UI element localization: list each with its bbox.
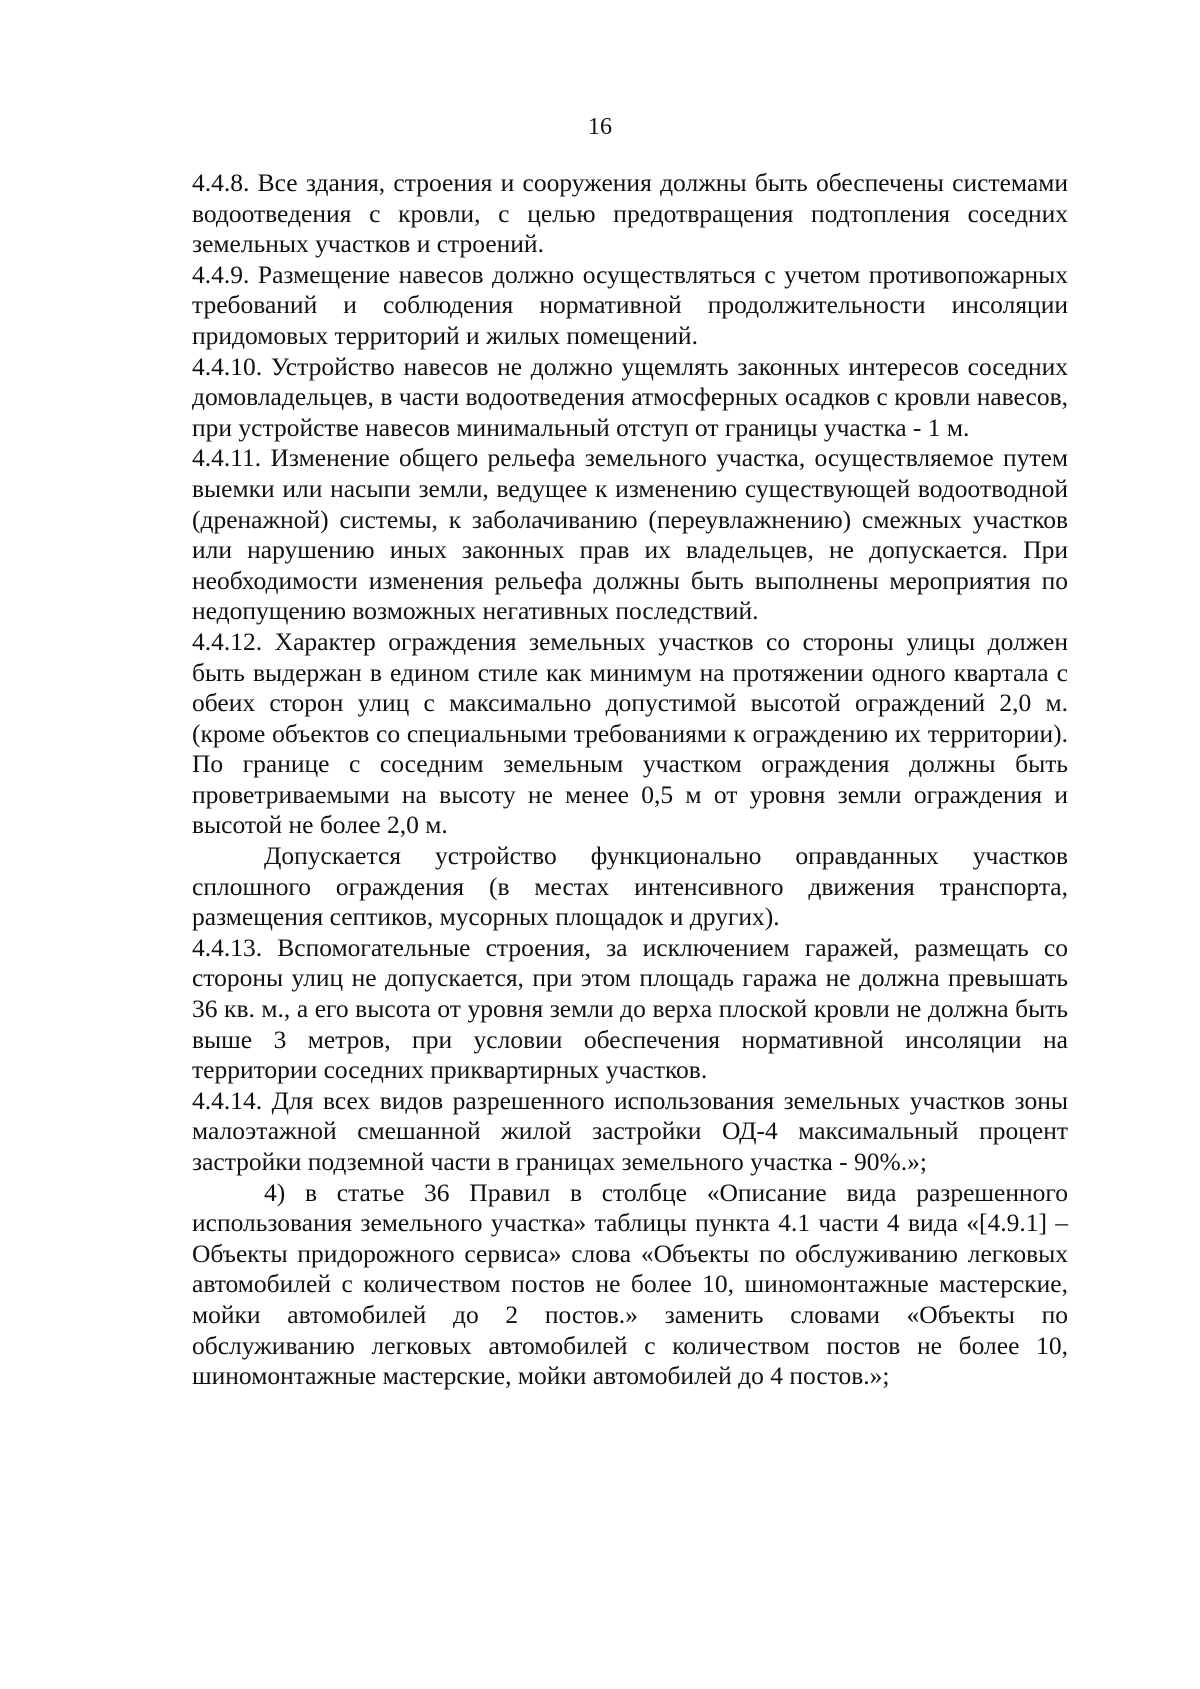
page-number: 16 [588,114,612,140]
paragraph-4-4-11: 4.4.11. Изменение общего рельефа земельного участка, осуществляемое путем выемки или насыпи земли, ведущее к изменению существующей водоотводной (дренажной) системы, к заболачиванию (переувлажнению) смежных участков или нарушению иных законных прав их владельцев, не допускается. При необходимости изменения рельефа должны быть выполнены мероприятия по недопущению возможных негативных последствий. [192,443,1068,626]
document-body [192,168,1068,1392]
paragraph-4-4-9: 4.4.9. Размещение навесов должно осуществляться с учетом противопожарных требований и соблюдения нормативной продолжительности инсоляции придомовых территорий и жилых помещений. [192,259,1068,350]
paragraph-fencing-allowance: Допускается устройство функционально оправданных участков сплошного ограждения (в местах интенсивного движения транспорта, размещения септиков, мусорных площадок и других). [192,841,1068,932]
paragraph-4-4-13: 4.4.13. Вспомогательные строения, за исключением гаражей, размещать со стороны улиц не допускается, при этом площадь гаража не должна превышать 36 кв. м., а его высота от уровня земли до верха плоской кровли не должна быть выше 3 метров, при условии обеспечения нормативной инсоляции на территории соседних приквартирных участков. [192,932,1068,1085]
paragraph-4-4-10: 4.4.10. Устройство навесов не должно ущемлять законных интересов соседних домовладельцев, в части водоотведения атмосферных осадков с кровли навесов, при устройстве навесов минимальный отступ от границы участка - 1 м. [192,351,1068,442]
paragraph-4-4-14: 4.4.14. Для всех видов разрешенного использования земельных участков зоны малоэтажной смешанной жилой застройки ОД-4 максимальный процент застройки подземной части в границах земельного участка - 90%.»; [192,1085,1068,1176]
paragraph-4-4-12: 4.4.12. Характер ограждения земельных участков со стороны улицы должен быть выдержан в едином стиле как минимум на протяжении одного квартала с обеих сторон улиц с максимально допустимой высотой ограждений 2,0 м. (кроме объектов со специальными требованиями к ограждению их территории). По границе с соседним земельным участком ограждения должны быть проветриваемыми на высоту не менее 0,5 м от уровня земли ограждения и высотой не более 2,0 м. [192,626,1068,840]
paragraph-amendment-4: 4) в статье 36 Правил в столбце «Описание вида разрешенного использования земельного участка» таблицы пункта 4.1 части 4 вида «[4.9.1] – Объекты придорожного сервиса» слова «Объекты по обслуживанию легковых автомобилей с количеством постов не более 10, шиномонтажные мастерские, мойки автомобилей до 2 постов.» заменить словами «Объекты по обслуживанию легковых автомобилей с количеством постов не более 10, шиномонтажные мастерские, мойки автомобилей до 4 постов.»; [192,1177,1068,1391]
paragraph-4-4-8: 4.4.8. Все здания, строения и сооружения должны быть обеспечены системами водоотведения с кровли, с целью предотвращения подтопления соседних земельных участков и строений. [192,168,1068,259]
